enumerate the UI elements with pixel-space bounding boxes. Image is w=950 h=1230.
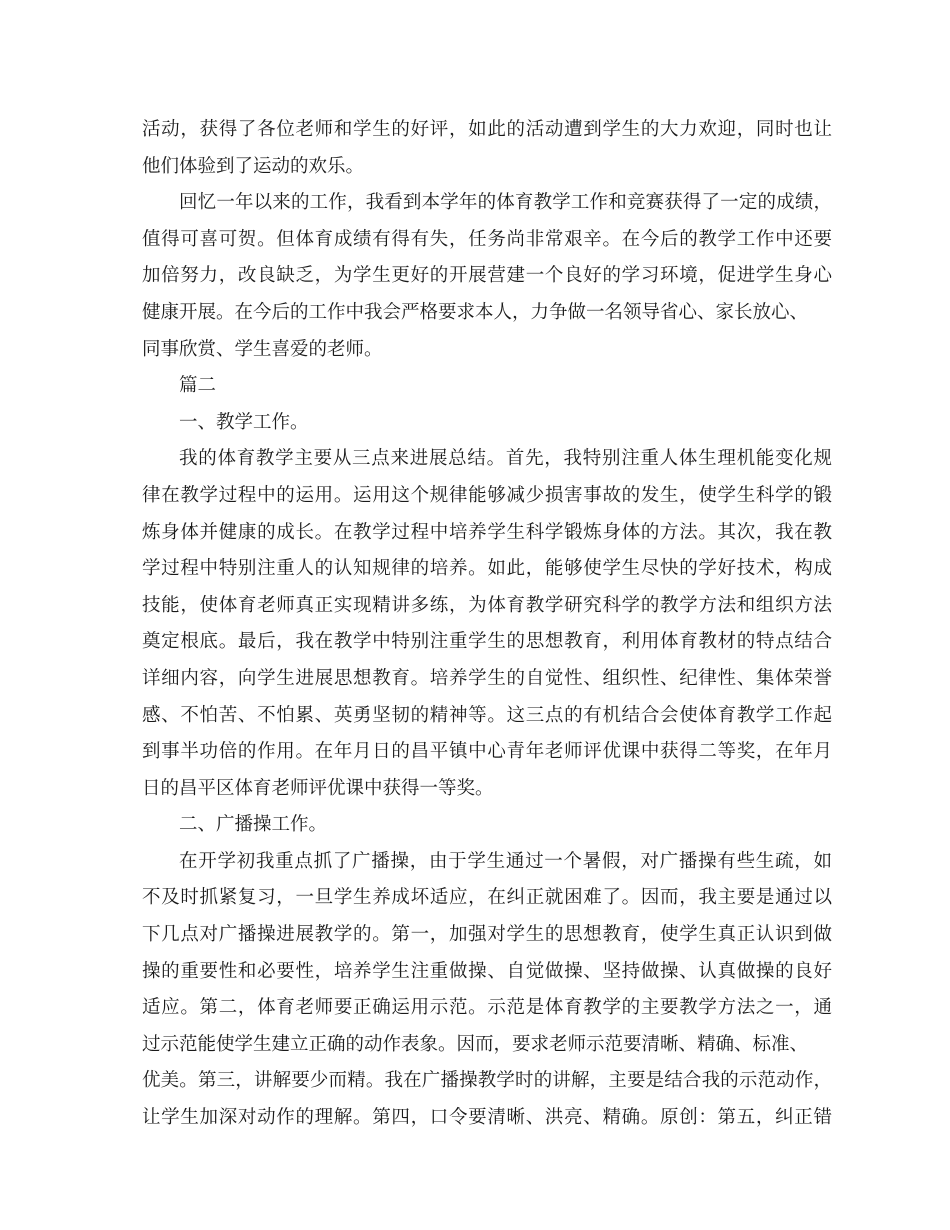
text-line: 日的昌平区体育老师评优课中获得一等奖。 [142, 777, 494, 799]
text-line: 适应。第二，体育老师要正确运用示范。示范是体育教学的主要教学方法之一，通 [142, 997, 832, 1019]
text-line: 在开学初我重点抓了广播操，由于学生通过一个暑假，对广播操有些生疏，如 [179, 850, 832, 872]
text-line: 下几点对广播操进展教学的。第一，加强对学生的思想教育，使学生真正认识到做 [142, 924, 832, 946]
text-line: 回忆一年以来的工作，我看到本学年的体育教学工作和竞赛获得了一定的成绩， [179, 192, 832, 214]
text-line: 学过程中特别注重人的认知规律的培养。如此，能够使学生尽快的学好技术，构成 [142, 558, 832, 580]
text-line: 律在教学过程中的运用。运用这个规律能够减少损害事故的发生，使学生科学的锻 [142, 484, 832, 506]
document-body [142, 112, 832, 1137]
text-line: 我的体育教学主要从三点来进展总结。首先，我特别注重人体生理机能变化规 [179, 448, 832, 470]
text-line: 健康开展。在今后的工作中我会严格要求本人，力争做一名领导省心、家长放心、 [142, 301, 809, 323]
text-line: 感、不怕苦、不怕累、英勇坚韧的精神等。这三点的有机结合会使体育教学工作起 [142, 704, 832, 726]
text-line: 活动，获得了各位老师和学生的好评，如此的活动遭到学生的大力欢迎，同时也让 [142, 119, 832, 140]
text-line: 让学生加深对动作的理解。第四，口令要清晰、洪亮、精确。原创：第五，纠正错 [142, 1107, 832, 1129]
text-line: 二、广播操工作。 [179, 814, 328, 836]
text-line: 操的重要性和必要性，培养学生注重做操、自觉做操、坚持做操、认真做操的良好 [142, 960, 832, 982]
text-line: 值得可喜可贺。但体育成绩有得有失，任务尚非常艰辛。在今后的教学工作中还要 [142, 228, 832, 250]
text-line: 不及时抓紧复习，一旦学生养成坏适应，在纠正就困难了。因而，我主要是通过以 [142, 887, 832, 909]
text-line: 一、教学工作。 [179, 411, 309, 433]
text-line: 详细内容，向学生进展思想教育。培养学生的自觉性、组织性、纪律性、集体荣誉 [142, 667, 832, 689]
text-line: 到事半功倍的作用。在年月日的昌平镇中心青年老师评优课中获得二等奖，在年月 [142, 741, 832, 763]
text-line: 过示范能使学生建立正确的动作表象。因而，要求老师示范要清晰、精确、标准、 [142, 1033, 809, 1055]
text-line: 同事欣赏、学生喜爱的老师。 [142, 338, 383, 360]
text-line: 篇二 [179, 375, 217, 397]
text-line: 他们体验到了运动的欢乐。 [142, 155, 365, 177]
text-line: 炼身体并健康的成长。在教学过程中培养学生科学锻炼身体的方法。其次，我在教 [142, 521, 832, 543]
text-line: 技能，使体育老师真正实现精讲多练，为体育教学研究科学的教学方法和组织方法 [142, 594, 832, 616]
text-line: 加倍努力，改良缺乏，为学生更好的开展营建一个良好的学习环境，促进学生身心 [142, 265, 832, 287]
text-line: 优美。第三，讲解要少而精。我在广播操教学时的讲解，主要是结合我的示范动作， [142, 1070, 832, 1092]
text-line: 奠定根底。最后，我在教学中特别注重学生的思想教育，利用体育教材的特点结合 [142, 631, 832, 653]
